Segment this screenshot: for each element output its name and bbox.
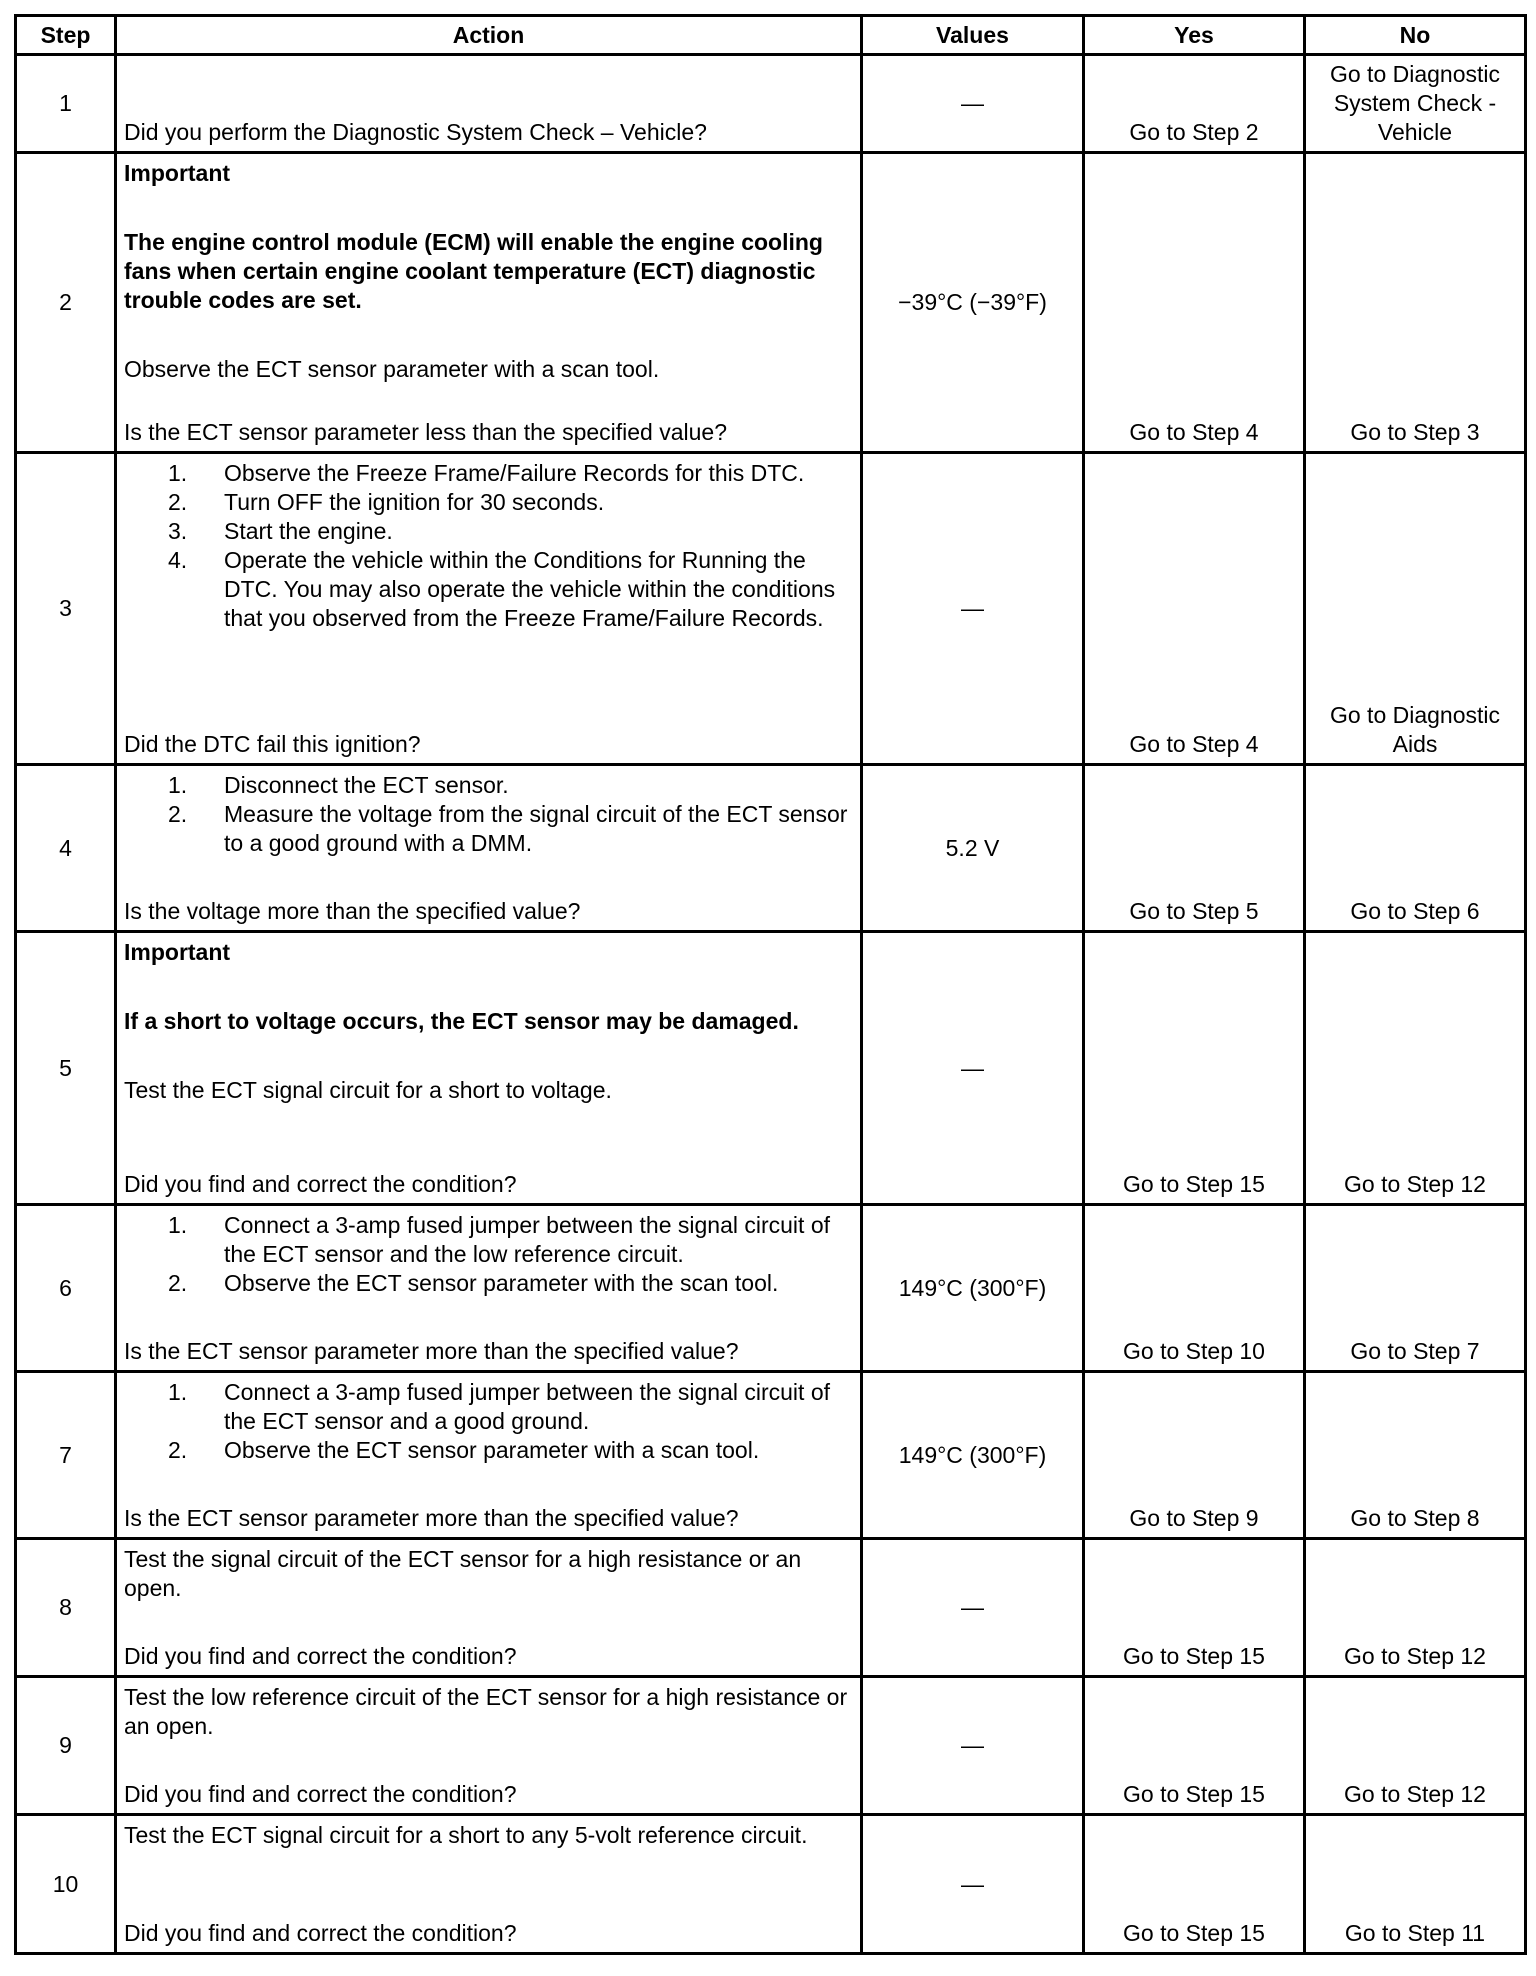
question-text: Did you find and correct the condition? bbox=[124, 1171, 517, 1197]
no-cell bbox=[1305, 765, 1526, 932]
header-action: Action bbox=[116, 16, 862, 55]
action-cell bbox=[116, 1372, 862, 1539]
procedure-item: Disconnect the ECT sensor. bbox=[224, 772, 509, 798]
header-yes: Yes bbox=[1084, 16, 1305, 55]
yes-action: Go to Step 4 bbox=[1129, 419, 1259, 445]
action-cell bbox=[116, 932, 862, 1205]
action-top bbox=[124, 159, 852, 384]
action-cell bbox=[116, 55, 862, 153]
action-top bbox=[124, 1821, 852, 1850]
table-row bbox=[16, 1815, 1526, 1954]
value-cell: — bbox=[862, 1539, 1084, 1677]
instruction-text: Test the low reference circuit of the ECT sensor for a high resistance or an open. bbox=[124, 1684, 848, 1739]
value-cell: 149°C (300°F) bbox=[862, 1205, 1084, 1372]
procedure-list bbox=[124, 771, 852, 858]
value-cell: — bbox=[862, 55, 1084, 153]
no-action: Go to Step 12 bbox=[1344, 1171, 1486, 1197]
value-cell: — bbox=[862, 453, 1084, 765]
yes-cell bbox=[1084, 932, 1305, 1205]
question-text: Is the voltage more than the specified value? bbox=[124, 898, 581, 924]
yes-cell bbox=[1084, 153, 1305, 453]
step-number: 10 bbox=[16, 1815, 116, 1954]
important-text: The engine control module (ECM) will enable the engine cooling fans when certain engine coolant temperature (ECT) diagnostic trouble codes are set. bbox=[124, 229, 823, 313]
procedure-item: Connect a 3-amp fused jumper between the signal circuit of the ECT sensor and the low reference circuit. bbox=[224, 1212, 830, 1267]
procedure-item: Observe the ECT sensor parameter with the scan tool. bbox=[224, 1270, 779, 1296]
table-row bbox=[16, 1205, 1526, 1372]
yes-cell bbox=[1084, 1539, 1305, 1677]
action-cell bbox=[116, 1677, 862, 1815]
step-number: 4 bbox=[16, 765, 116, 932]
instruction-text: Test the ECT signal circuit for a short to any 5-volt reference circuit. bbox=[124, 1822, 808, 1848]
no-action: Go to Step 3 bbox=[1350, 419, 1480, 445]
yes-action: Go to Step 15 bbox=[1123, 1920, 1265, 1946]
no-action: Go to Diagnostic Aids bbox=[1329, 702, 1501, 757]
instruction-text: Test the ECT signal circuit for a short to voltage. bbox=[124, 1077, 612, 1103]
procedure-item: Turn OFF the ignition for 30 seconds. bbox=[224, 489, 605, 515]
question-text: Did you find and correct the condition? bbox=[124, 1643, 517, 1669]
no-action: Go to Diagnostic System Check - Vehicle bbox=[1329, 61, 1501, 145]
step-number: 9 bbox=[16, 1677, 116, 1815]
action-cell bbox=[116, 1815, 862, 1954]
no-cell bbox=[1305, 1677, 1526, 1815]
question-text: Is the ECT sensor parameter more than the specified value? bbox=[124, 1505, 739, 1531]
table-row bbox=[16, 1372, 1526, 1539]
procedure-list bbox=[124, 459, 852, 633]
important-text: If a short to voltage occurs, the ECT sensor may be damaged. bbox=[124, 1008, 799, 1034]
yes-action: Go to Step 4 bbox=[1129, 731, 1259, 757]
value-cell: — bbox=[862, 1815, 1084, 1954]
table-row bbox=[16, 1677, 1526, 1815]
no-action: Go to Step 11 bbox=[1344, 1920, 1486, 1946]
procedure-item: Connect a 3-amp fused jumper between the signal circuit of the ECT sensor and a good ground. bbox=[224, 1379, 830, 1434]
yes-action: Go to Step 9 bbox=[1129, 1505, 1259, 1531]
action-top bbox=[124, 1378, 852, 1465]
procedure-item: Observe the ECT sensor parameter with a scan tool. bbox=[224, 1437, 760, 1463]
yes-cell bbox=[1084, 1372, 1305, 1539]
important-label: Important bbox=[124, 160, 231, 186]
action-top bbox=[124, 1545, 852, 1603]
no-action: Go to Step 12 bbox=[1344, 1781, 1486, 1807]
important-label: Important bbox=[124, 939, 231, 965]
table-row bbox=[16, 55, 1526, 153]
table-row bbox=[16, 153, 1526, 453]
no-action: Go to Step 8 bbox=[1350, 1505, 1480, 1531]
procedure-list bbox=[124, 1378, 852, 1465]
instruction-text: Test the signal circuit of the ECT sensor for a high resistance or an open. bbox=[124, 1546, 802, 1601]
action-top bbox=[124, 1683, 852, 1741]
action-cell bbox=[116, 453, 862, 765]
question-text: Is the ECT sensor parameter more than the specified value? bbox=[124, 1338, 739, 1364]
procedure-item: Start the engine. bbox=[224, 518, 393, 544]
action-top bbox=[124, 459, 852, 633]
header-row bbox=[16, 16, 1526, 55]
yes-action: Go to Step 15 bbox=[1123, 1781, 1265, 1807]
yes-cell bbox=[1084, 765, 1305, 932]
yes-action: Go to Step 15 bbox=[1123, 1643, 1265, 1669]
procedure-item: Operate the vehicle within the Conditions for Running the DTC. You may also operate the vehicle within the conditions that you observed from the Freeze Frame/Failure Records. bbox=[224, 547, 836, 631]
question-text: Is the ECT sensor parameter less than the specified value? bbox=[124, 419, 728, 445]
value-cell: — bbox=[862, 932, 1084, 1205]
yes-cell bbox=[1084, 55, 1305, 153]
step-number: 8 bbox=[16, 1539, 116, 1677]
procedure-item: Observe the Freeze Frame/Failure Records for this DTC. bbox=[224, 460, 805, 486]
no-action: Go to Step 12 bbox=[1344, 1643, 1486, 1669]
table-row bbox=[16, 765, 1526, 932]
yes-cell bbox=[1084, 1205, 1305, 1372]
no-cell bbox=[1305, 55, 1526, 153]
table-row bbox=[16, 1539, 1526, 1677]
action-cell bbox=[116, 1205, 862, 1372]
procedure-list bbox=[124, 1211, 852, 1298]
step-number: 3 bbox=[16, 453, 116, 765]
action-cell bbox=[116, 153, 862, 453]
yes-cell bbox=[1084, 453, 1305, 765]
action-top bbox=[124, 771, 852, 858]
value-cell: 149°C (300°F) bbox=[862, 1372, 1084, 1539]
no-action: Go to Step 7 bbox=[1350, 1338, 1480, 1364]
question-text: Did the DTC fail this ignition? bbox=[124, 731, 421, 757]
value-cell: — bbox=[862, 1677, 1084, 1815]
yes-cell bbox=[1084, 1815, 1305, 1954]
procedure-item: Measure the voltage from the signal circuit of the ECT sensor to a good ground with a DMM. bbox=[224, 801, 848, 856]
no-cell bbox=[1305, 153, 1526, 453]
step-number: 7 bbox=[16, 1372, 116, 1539]
step-number: 1 bbox=[16, 55, 116, 153]
header-step: Step bbox=[16, 16, 116, 55]
no-cell bbox=[1305, 1205, 1526, 1372]
step-number: 2 bbox=[16, 153, 116, 453]
action-top bbox=[124, 938, 852, 1105]
instruction-text: Observe the ECT sensor parameter with a scan tool. bbox=[124, 356, 660, 382]
no-cell bbox=[1305, 1815, 1526, 1954]
yes-action: Go to Step 5 bbox=[1129, 898, 1259, 924]
no-cell bbox=[1305, 1372, 1526, 1539]
header-no: No bbox=[1305, 16, 1526, 55]
no-cell bbox=[1305, 1539, 1526, 1677]
no-cell bbox=[1305, 453, 1526, 765]
yes-action: Go to Step 2 bbox=[1129, 119, 1259, 145]
step-number: 5 bbox=[16, 932, 116, 1205]
yes-cell bbox=[1084, 1677, 1305, 1815]
value-cell: 5.2 V bbox=[862, 765, 1084, 932]
no-action: Go to Step 6 bbox=[1350, 898, 1480, 924]
header-values: Values bbox=[862, 16, 1084, 55]
question-text: Did you perform the Diagnostic System Check – Vehicle? bbox=[124, 119, 707, 145]
question-text: Did you find and correct the condition? bbox=[124, 1920, 517, 1946]
action-cell bbox=[116, 1539, 862, 1677]
action-top bbox=[124, 1211, 852, 1298]
table-row bbox=[16, 932, 1526, 1205]
diagnostic-table bbox=[14, 14, 1527, 1955]
table-row bbox=[16, 453, 1526, 765]
yes-action: Go to Step 10 bbox=[1123, 1338, 1265, 1364]
yes-action: Go to Step 15 bbox=[1123, 1171, 1265, 1197]
action-cell bbox=[116, 765, 862, 932]
question-text: Did you find and correct the condition? bbox=[124, 1781, 517, 1807]
step-number: 6 bbox=[16, 1205, 116, 1372]
no-cell bbox=[1305, 932, 1526, 1205]
value-cell: −39°C (−39°F) bbox=[862, 153, 1084, 453]
